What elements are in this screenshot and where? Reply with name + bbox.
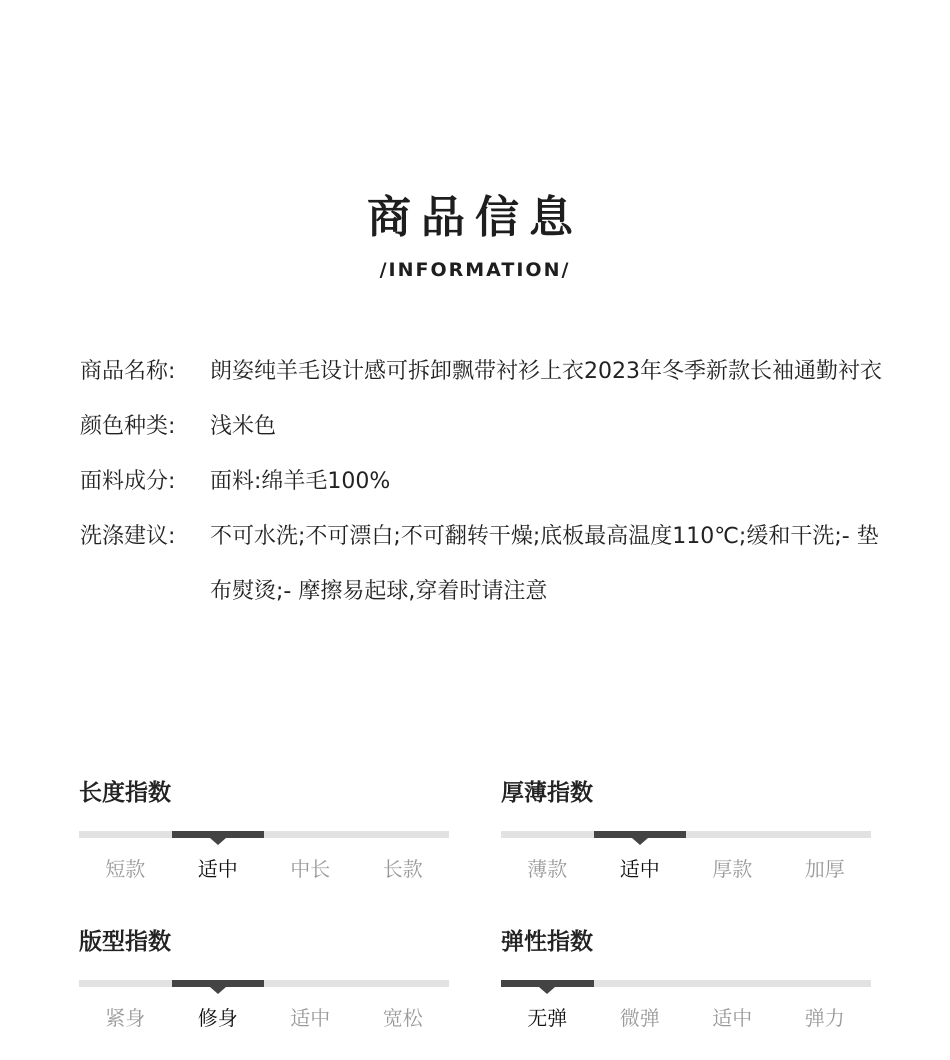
index-option: 修身	[197, 1006, 238, 1030]
info-label: 洗涤建议:	[80, 524, 176, 549]
index-option: 宽松	[382, 1006, 423, 1030]
pointer-triangle-icon	[210, 838, 226, 845]
page-title: 商品信息	[367, 192, 583, 243]
index-option: 适中	[290, 1006, 331, 1030]
index-track	[79, 831, 449, 838]
info-value: 不可水洗;不可漂白;不可翻转干燥;底板最高温度110℃;缓和干洗;- 垫布熨烫;- 摩擦易起球,穿着时请注意	[210, 524, 879, 604]
index-option: 微弹	[619, 1006, 660, 1030]
info-label: 面料成分:	[80, 469, 176, 494]
info-row-material	[80, 454, 890, 509]
index-options	[501, 856, 871, 882]
info-value: 朗姿纯羊毛设计感可拆卸飘带衬衫上衣2023年冬季新款长袖通勤衬衣	[210, 359, 882, 384]
index-track	[501, 980, 871, 987]
index-option: 适中	[197, 857, 238, 881]
index-active-segment	[172, 980, 265, 987]
index-title: 长度指数	[79, 780, 171, 806]
index-track	[79, 980, 449, 987]
info-row-care	[80, 509, 890, 619]
index-option: 短款	[105, 857, 146, 881]
page-subtitle: /INFORMATION/	[379, 259, 571, 281]
product-info	[80, 344, 890, 619]
index-track	[501, 831, 871, 838]
elasticity-index	[501, 927, 871, 1031]
index-options	[501, 1005, 871, 1031]
index-option: 弹力	[804, 1006, 845, 1030]
pointer-triangle-icon	[539, 987, 555, 994]
info-label: 颜色种类:	[80, 414, 176, 439]
index-option: 薄款	[527, 857, 568, 881]
thickness-index	[501, 778, 871, 882]
index-active-segment	[172, 831, 265, 838]
info-row-color	[80, 399, 890, 454]
index-title: 厚薄指数	[501, 780, 593, 806]
fit-index	[79, 927, 449, 1031]
index-options	[79, 1005, 449, 1031]
info-value: 面料:绵羊毛100%	[210, 469, 391, 494]
index-option: 适中	[619, 857, 660, 881]
index-option: 长款	[382, 857, 423, 881]
info-value: 浅米色	[210, 414, 277, 439]
index-active-segment	[594, 831, 687, 838]
index-option: 无弹	[527, 1006, 568, 1030]
index-title: 版型指数	[79, 929, 171, 955]
index-title: 弹性指数	[501, 929, 593, 955]
index-option: 适中	[712, 1006, 753, 1030]
index-active-segment	[501, 980, 594, 987]
index-option: 加厚	[804, 857, 845, 881]
info-row-name	[80, 344, 890, 399]
index-options	[79, 856, 449, 882]
length-index	[79, 778, 449, 882]
index-option: 中长	[290, 857, 331, 881]
pointer-triangle-icon	[632, 838, 648, 845]
index-option: 厚款	[712, 857, 753, 881]
index-option: 紧身	[105, 1006, 146, 1030]
pointer-triangle-icon	[210, 987, 226, 994]
info-label: 商品名称:	[80, 359, 176, 384]
